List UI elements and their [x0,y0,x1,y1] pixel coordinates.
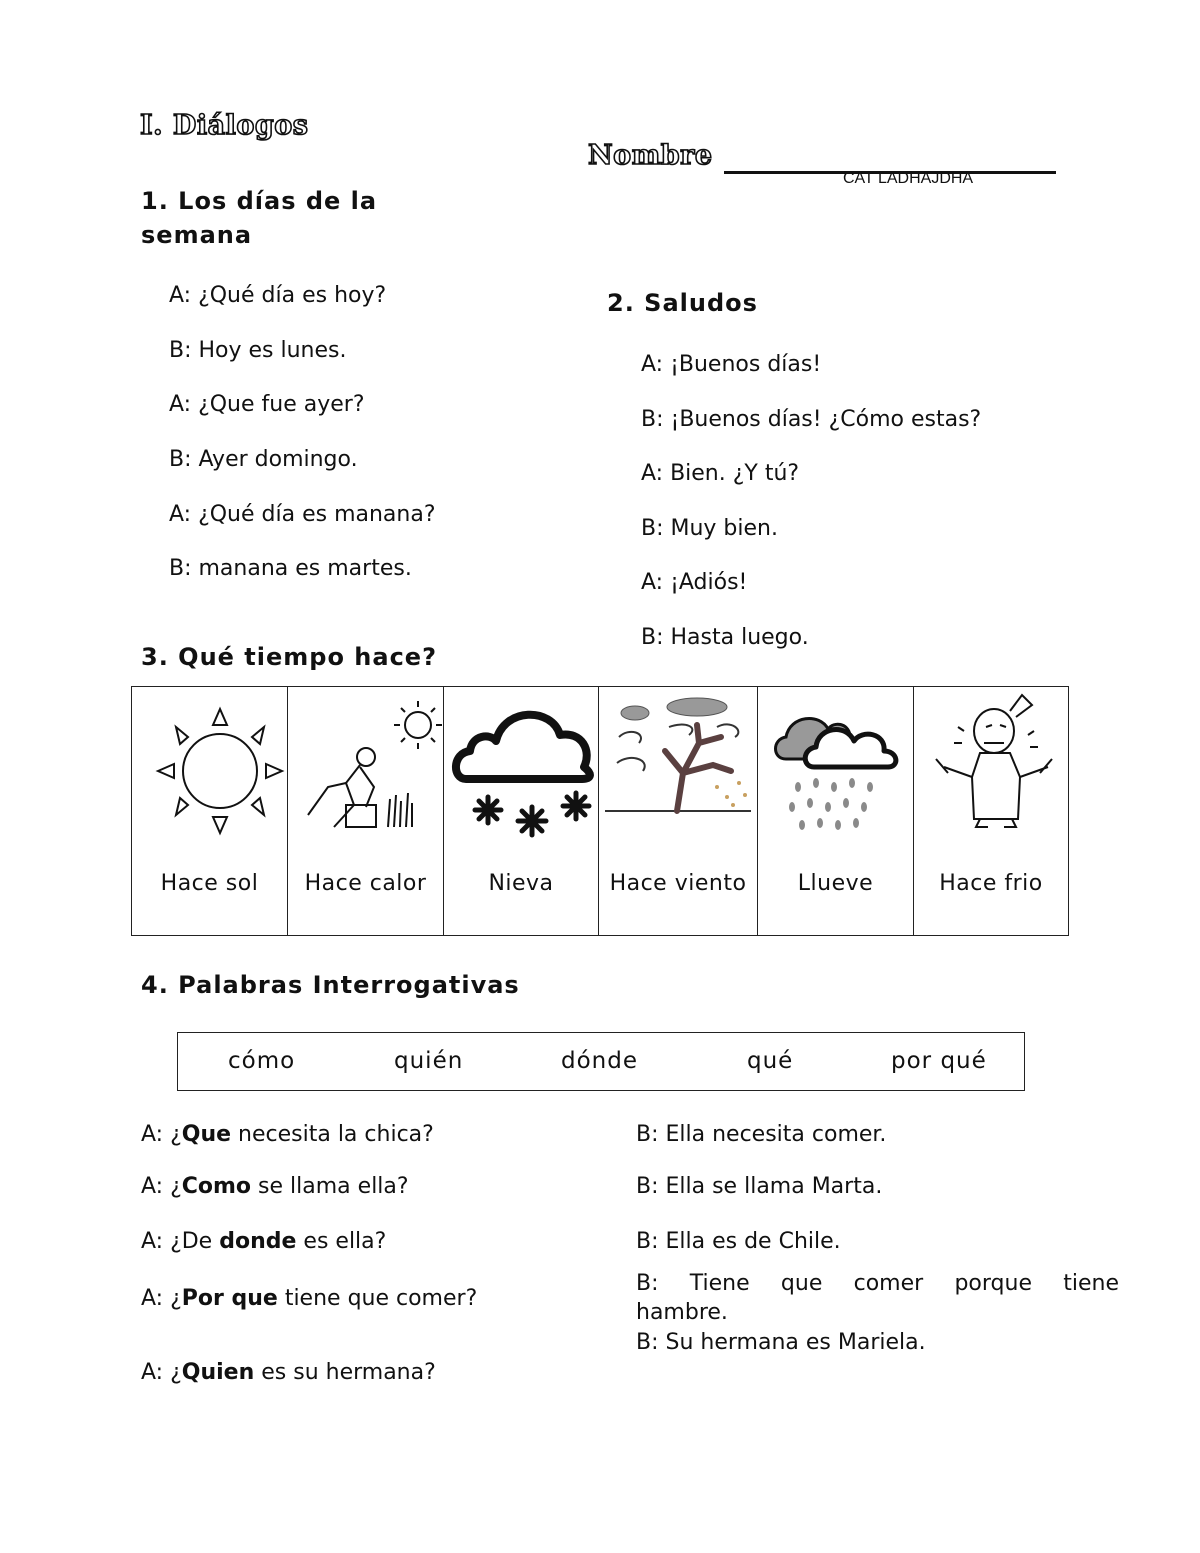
sun-icon [132,687,287,847]
dialog-line: A: ¡Adiós! [641,570,748,595]
dialog-line: B: Hasta luego. [641,625,809,650]
answer-line: B: Ella necesita comer. [636,1122,887,1147]
dialog-line: B: Muy bien. [641,516,778,541]
word-bank [177,1032,1025,1091]
answer-line: B: Su hermana es Mariela. [636,1330,926,1355]
windy-tree-icon [599,687,757,847]
question-line: A: ¿Quien es su hermana? [141,1360,436,1385]
weather-cell [444,687,598,935]
word-item: dónde [561,1048,638,1074]
dialog-line: B: ¡Buenos días! ¿Cómo estas? [641,407,982,432]
weather-cell [599,687,757,935]
answer-line: B: Ella se llama Marta. [636,1174,883,1199]
dialog-line: A: Bien. ¿Y tú? [641,461,800,486]
cold-person-icon [914,687,1068,847]
dialog-line: A: ¡Buenos días! [641,352,822,377]
snow-cloud-icon [444,687,598,847]
weather-label: Hace sol [160,871,259,896]
weather-label: Hace viento [609,871,747,896]
dialog-line: B: Ayer domingo. [169,447,358,472]
weather-cell [758,687,913,935]
hot-person-icon [288,687,443,847]
weather-table [131,686,1069,936]
question-line: A: ¿Como se llama ella? [141,1174,409,1199]
word-item: qué [747,1048,794,1074]
weather-label: Hace calor [304,871,427,896]
dialog-line: B: Hoy es lunes. [169,338,347,363]
weather-label: Nieva [488,871,554,896]
section3-heading: 3. Qué tiempo hace? [141,643,438,671]
weather-label: Hace frio [939,871,1043,896]
dialog-line: A: ¿Qué día es hoy? [169,283,387,308]
question-line: A: ¿Que necesita la chica? [141,1122,434,1147]
weather-cell [288,687,443,935]
answer-line: B: Ella es de Chile. [636,1229,841,1254]
name-label: Nombre [588,140,713,171]
weather-cell [132,687,287,935]
dialog-line: A: ¿Qué día es manana? [169,502,436,527]
weather-label: Llueve [797,871,874,896]
word-item: quién [394,1048,464,1074]
section-title: I. Diálogos [140,110,309,141]
word-item: cómo [228,1048,296,1074]
section4-heading: 4. Palabras Interrogativas [141,971,520,999]
question-line: A: ¿De donde es ella? [141,1229,387,1254]
weather-cell [914,687,1068,935]
answer-line: hambre. [636,1300,728,1325]
section1-heading: 1. Los días de la semana [141,187,378,249]
rain-cloud-icon [758,687,913,847]
section2-heading: 2. Saludos [607,289,758,317]
question-line: A: ¿Por que tiene que comer? [141,1286,478,1311]
name-value: CAT LADHAJDHA [843,170,974,187]
word-item: por qué [891,1048,987,1074]
answer-line: B: Tiene que comer porque tiene [636,1271,1119,1296]
dialog-line: A: ¿Que fue ayer? [169,392,365,417]
dialog-line: B: manana es martes. [169,556,412,581]
